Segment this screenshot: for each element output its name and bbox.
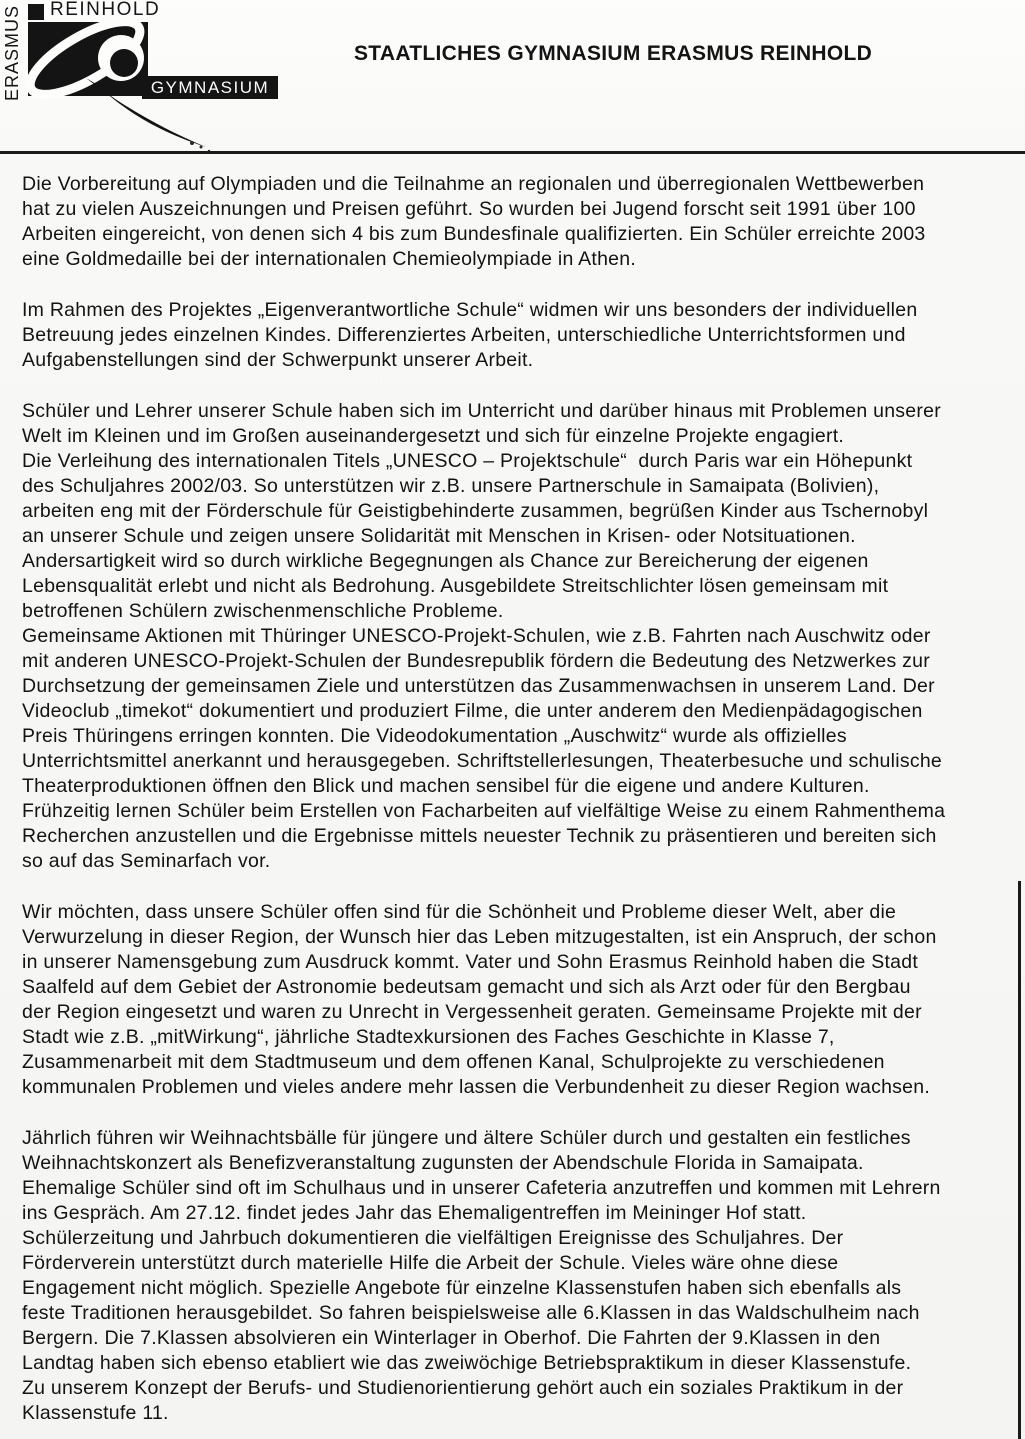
text-line: Videoclub „timekot“ dokumentiert und produziert Filme, die unter anderem den Medienpädagogischen bbox=[22, 700, 923, 722]
logo-erasmus-vertical-text: ERASMUS bbox=[2, 5, 22, 102]
text-line: Aufgabenstellungen sind der Schwerpunkt unserer Arbeit. bbox=[22, 349, 534, 371]
text-line: Landtag haben sich ebenso etabliert wie das zweiwöchige Betriebspraktikum in dieser Klassenstufe. bbox=[22, 1352, 912, 1374]
text-line: Theaterproduktionen öffnen den Blick und machen sensibel für die eigene und andere Kulturen. bbox=[22, 775, 870, 797]
text-line: Im Rahmen des Projektes „Eigenverantwortliche Schule“ widmen wir uns besonders der individuellen bbox=[22, 299, 918, 321]
header-divider-rule bbox=[0, 151, 1025, 154]
text-line: ins Gespräch. Am 27.12. findet jedes Jahr das Ehemaligentreffen im Meininger Hof statt. bbox=[22, 1202, 807, 1224]
text-line: des Schuljahres 2002/03. So unterstützen wir z.B. unsere Partnerschule in Samaipata (Bolivien), bbox=[22, 475, 880, 497]
logo-gymnasium-band: GYMNASIUM bbox=[142, 76, 278, 99]
text-line: Verwurzelung in dieser Region, der Wunsch hier das Leben mitzugestalten, ist ein Anspruch, der schon bbox=[22, 926, 937, 948]
text-line: Andersartigkeit wird so durch wirkliche Begegnungen als Chance zur Bereicherung der eigenen bbox=[22, 550, 869, 572]
text-line: Stadt wie z.B. „mitWirkung“, jährliche Stadtexkursionen des Faches Geschichte in Klasse 7, bbox=[22, 1026, 835, 1048]
text-line: Weihnachtskonzert als Benefizveranstaltung zugunsten der Abendschule Florida in Samaipata. bbox=[22, 1152, 864, 1174]
text-line: hat zu vielen Auszeichnungen und Preisen geführt. So wurden bei Jugend forscht seit 1991 über 100 bbox=[22, 198, 916, 220]
text-line: kommunalen Problemen und vieles andere mehr lassen die Verbundenheit zu dieser Region wachsen. bbox=[22, 1076, 931, 1098]
text-line: Engagement nicht möglich. Spezielle Angebote für einzelne Klassenstufen haben sich ebenfalls als bbox=[22, 1277, 902, 1299]
text-line: Lebensqualität erlebt und nicht als Bedrohung. Ausgebildete Streitschlichter lösen gemeinsam mit bbox=[22, 575, 889, 597]
text-line: Preis Thüringens erringen konnten. Die Videodokumentation „Auschwitz“ wurde als offizielles bbox=[22, 725, 847, 747]
text-line: Frühzeitig lernen Schüler beim Erstellen von Facharbeiten auf vielfältige Weise zu einem Rahmenthema bbox=[22, 800, 946, 822]
text-line: Ehemalige Schüler sind oft im Schulhaus und in unserer Cafeteria anzutreffen und kommen mit Lehrern bbox=[22, 1177, 941, 1199]
text-line: mit anderen UNESCO-Projekt-Schulen der Bundesrepublik fördern die Bedeutung des Netzwerkes zur bbox=[22, 650, 930, 672]
text-line: Wir möchten, dass unsere Schüler offen sind für die Schönheit und Probleme dieser Welt, aber die bbox=[22, 901, 897, 923]
text-line: Förderverein unterstützt durch materielle Hilfe die Arbeit der Schule. Vieles wäre ohne diese bbox=[22, 1252, 839, 1274]
text-line: betroffenen Schülern zwischenmenschliche Probleme. bbox=[22, 600, 504, 622]
text-line: Jährlich führen wir Weihnachtsbälle für jüngere und ältere Schüler durch und gestalten ein festliches bbox=[22, 1127, 911, 1149]
paragraph bbox=[22, 298, 1012, 373]
text-line: Durchsetzung der gemeinsamen Ziele und unterstützen das Zusammenwachsen in unserem Land. Der bbox=[22, 675, 935, 697]
paragraph bbox=[22, 900, 1012, 1100]
paragraph bbox=[22, 399, 1012, 874]
text-line: Bergern. Die 7.Klassen absolvieren ein Winterlager in Oberhof. Die Fahrten der 9.Klassen in den bbox=[22, 1327, 881, 1349]
letterhead bbox=[0, 0, 1025, 152]
text-line: Saalfeld auf dem Gebiet der Astronomie bedeutsam gemacht und sich als Arzt oder für den Bergbau bbox=[22, 976, 911, 998]
text-line: Unterrichtsmittel anerkannt und herausgegeben. Schriftstellerlesungen, Theaterbesuche und schulische bbox=[22, 750, 943, 772]
text-line: Welt im Kleinen und im Großen auseinandergesetzt und sich für einzelne Projekte engagiert. bbox=[22, 425, 845, 447]
text-line: der Region eingesetzt und waren zu Unrecht in Vergessenheit geraten. Gemeinsame Projekte mit der bbox=[22, 1001, 922, 1023]
text-line: Schülerzeitung und Jahrbuch dokumentieren die vielfältigen Ereignisse des Schuljahres. Der bbox=[22, 1227, 844, 1249]
paragraph bbox=[22, 172, 1012, 272]
text-line: in unserer Namensgebung zum Ausdruck kommt. Vater und Sohn Erasmus Reinhold haben die Stadt bbox=[22, 951, 919, 973]
document-body bbox=[22, 172, 1012, 1439]
text-line: Klassenstufe 11. bbox=[22, 1402, 169, 1424]
text-line: Die Vorbereitung auf Olympiaden und die Teilnahme an regionalen und überregionalen Wettbewerben bbox=[22, 173, 925, 195]
scan-artifact-line bbox=[1018, 881, 1021, 1439]
text-line: Gemeinsame Aktionen mit Thüringer UNESCO-Projekt-Schulen, wie z.B. Fahrten nach Auschwitz oder bbox=[22, 625, 931, 647]
text-line: so auf das Seminarfach vor. bbox=[22, 850, 271, 872]
text-line: feste Traditionen herausgebildet. So fahren beispielsweise alle 6.Klassen in das Waldschulheim nach bbox=[22, 1302, 920, 1324]
text-line: Recherchen anzustellen und die Ergebnisse mittels neuester Technik zu präsentieren und bereiten sich bbox=[22, 825, 937, 847]
text-line: arbeiten eng mit der Förderschule für Geistigbehinderte zusammen, begrüßen Kinder aus Tschernobyl bbox=[22, 500, 929, 522]
text-line: Schüler und Lehrer unserer Schule haben sich im Unterricht und darüber hinaus mit Problemen unserer bbox=[22, 400, 941, 422]
text-line: Arbeiten eingereicht, von denen sich 4 bis zum Bundesfinale qualifizierten. Ein Schüler erreichte 2003 bbox=[22, 223, 926, 245]
page-title: STAATLICHES GYMNASIUM ERASMUS REINHOLD bbox=[354, 42, 873, 65]
text-line: eine Goldmedaille bei der internationalen Chemieolympiade in Athen. bbox=[22, 248, 637, 270]
logo-reinhold-text: REINHOLD bbox=[50, 0, 161, 20]
text-line: Zusammenarbeit mit dem Stadtmuseum und dem offenen Kanal, Schulprojekte zu verschiedenen bbox=[22, 1051, 885, 1073]
school-logo bbox=[0, 0, 292, 165]
text-line: an unserer Schule und zeigen unsere Solidarität mit Menschen in Krisen- oder Notsituationen. bbox=[22, 525, 856, 547]
text-line: Die Verleihung des internationalen Titels „UNESCO – Projektschule“ durch Paris war ein Höhepunkt bbox=[22, 450, 913, 472]
paragraph bbox=[22, 1126, 1012, 1426]
text-line: Zu unserem Konzept der Berufs- und Studienorientierung gehört auch ein soziales Praktikum in der bbox=[22, 1377, 904, 1399]
text-line: Betreuung jedes einzelnen Kindes. Differenziertes Arbeiten, unterschiedliche Unterrichtsformen und bbox=[22, 324, 906, 346]
